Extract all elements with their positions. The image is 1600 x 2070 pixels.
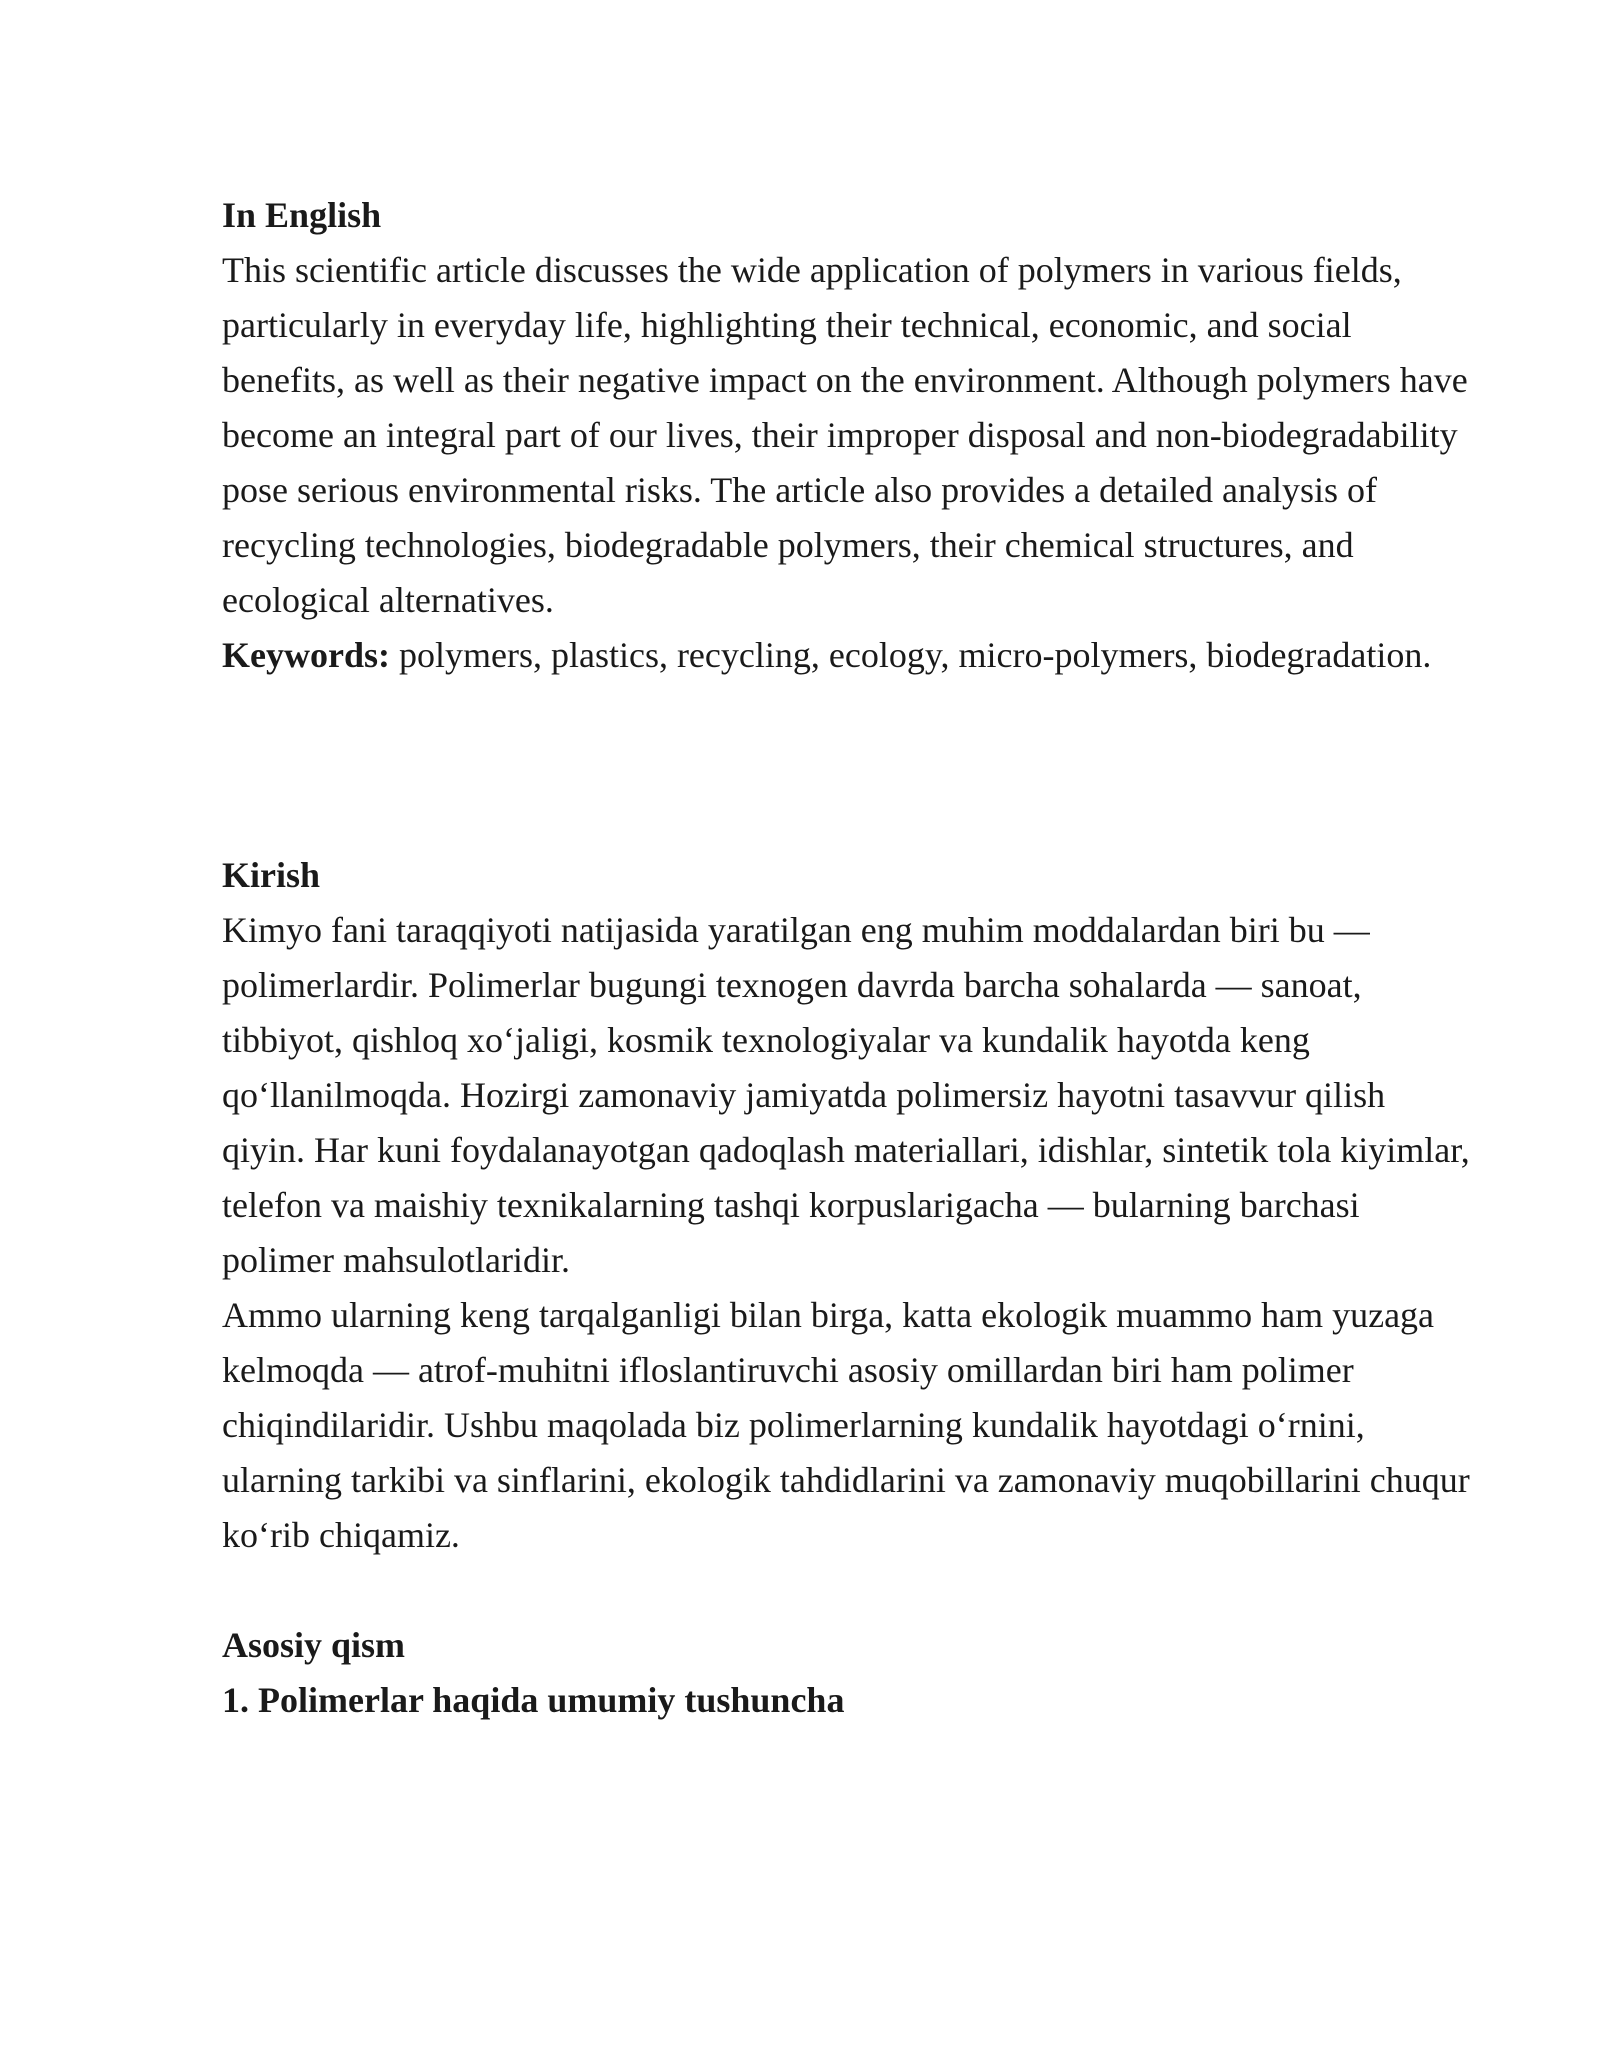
section-spacer <box>222 683 1472 848</box>
main-heading: Asosiy qism <box>222 1625 406 1665</box>
keywords-label: Keywords: <box>222 635 390 675</box>
introduction-section <box>222 848 1472 1563</box>
english-abstract-text: This scientific article discusses the wide application of polymers in various fields, particularly in everyday life, highlighting their technical, economic, and social benefits, as well as their negative impact on the environment. Although polymers have become an integral part of our lives, their improper disposal and non-biodegradability pose serious environmental risks. The article also provides a detailed analysis of recycling technologies, biodegradable polymers, their chemical structures, and ecological alternatives. <box>222 250 1468 620</box>
document-page <box>222 188 1472 1728</box>
introduction-heading: Kirish <box>222 855 321 895</box>
main-section <box>222 1618 1472 1728</box>
keywords-line <box>222 628 1472 683</box>
introduction-paragraph-2: Ammo ularning keng tarqalganligi bilan birga, katta ekologik muammo ham yuzaga kelmoqda — atrof-muhitni ifloslantiruvchi asosiy omillardan biri ham polimer chiqindilaridir. Ushbu maqolada biz polimerlarning kundalik hayotdagi o‘rnini, ularning tarkibi va sinflarini, ekologik tahdidlarini va zamonaviy muqobillarini chuqur ko‘rib chiqamiz. <box>222 1295 1470 1555</box>
keywords-text: polymers, plastics, recycling, ecology, micro-polymers, biodegradation. <box>389 635 1432 675</box>
main-subheading: 1. Polimerlar haqida umumiy tushuncha <box>222 1680 845 1720</box>
english-abstract-section <box>222 188 1472 683</box>
introduction-paragraph-1: Kimyo fani taraqqiyoti natijasida yaratilgan eng muhim moddalardan biri bu — polimerlardir. Polimerlar bugungi texnogen davrda barcha sohalarda — sanoat, tibbiyot, qishloq xo‘jaligi, kosmik texnologiyalar va kundalik hayotda keng qo‘llanilmoqda. Hozirgi zamonaviy jamiyatda polimersiz hayotni tasavvur qilish qiyin. Har kuni foydalanayotgan qadoqlash materiallari, idishlar, sintetik tola kiyimlar, telefon va maishiy texnikalarning tashqi korpuslarigacha — bularning barchasi polimer mahsulotlaridir. <box>222 910 1470 1280</box>
english-heading: In English <box>222 195 382 235</box>
section-spacer <box>222 1563 1472 1618</box>
